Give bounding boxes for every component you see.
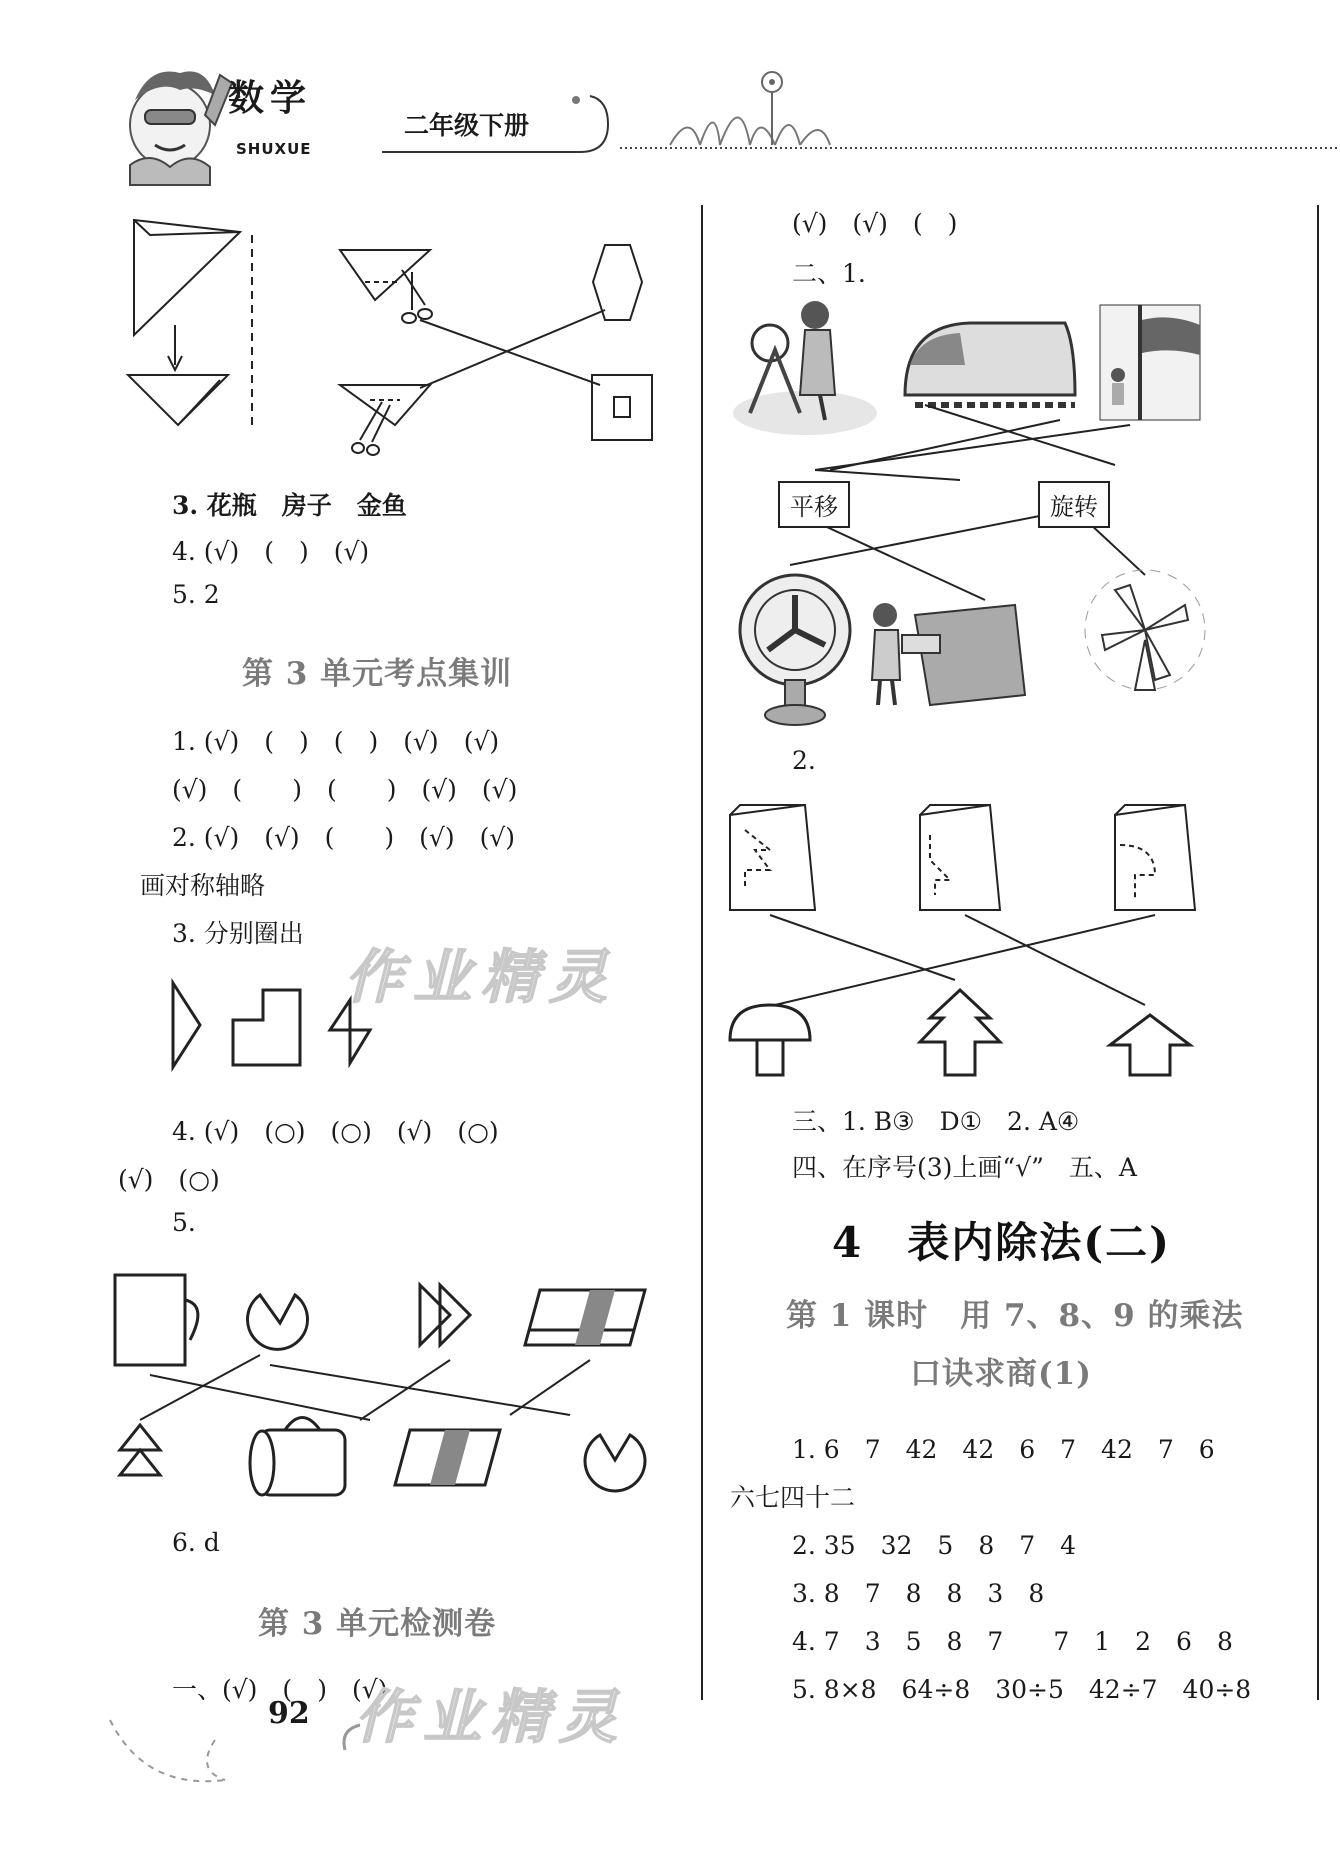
flag-raising-icon [1100, 305, 1200, 420]
answer-section2-q2: 2. [792, 746, 816, 775]
lesson-title-line2: 口诀求商(1) [910, 1356, 1092, 1392]
answer-s1-q5: 5. [172, 1208, 196, 1237]
answer-top-line: (√) (√) ( ) [792, 209, 958, 238]
lesson-title-line1: 第 1 课时 用 7、8、9 的乘法 [786, 1298, 1244, 1334]
answer-s1-q1-line1: 1. (√) ( ) ( ) (√) (√) [172, 727, 500, 756]
answer-section2-q1: 二、1. [792, 259, 866, 288]
answer-lesson-q1-rhyme: 六七四十二 [730, 1483, 856, 1512]
watermark: 作业精灵 [355, 1683, 628, 1751]
fan-icon [740, 575, 850, 725]
answer-lesson-q1: 1. 6 7 42 42 6 7 42 7 6 [792, 1435, 1215, 1464]
folded-card [730, 805, 815, 910]
tree-shape [920, 990, 1000, 1075]
answer-s2-q1: 一、(√) ( ) (√) [172, 1675, 388, 1704]
answer-q3: 3. 花瓶 房子 金鱼 [172, 491, 407, 520]
section-title-unit3-test: 第 3 单元检测卷 [258, 1606, 497, 1642]
answer-lesson-q5: 5. 8×8 64÷8 30÷5 42÷7 40÷8 [792, 1675, 1252, 1704]
answer-lesson-q2: 2. 35 32 5 8 7 4 [792, 1531, 1077, 1560]
answer-s1-q1-line2: (√) ( ) ( ) (√) (√) [172, 775, 518, 804]
windmill-icon [1085, 570, 1205, 690]
answer-section3: 三、1. B③ D① 2. A④ [792, 1107, 1080, 1136]
person-wheel-icon [733, 301, 877, 435]
page-number: 92 [268, 1696, 310, 1731]
arrow-shape [1110, 1015, 1190, 1075]
label-box-rotation: 旋转 [1038, 481, 1110, 528]
girl-drawer-icon [872, 603, 1025, 705]
footer-decoration [105, 1680, 365, 1800]
watermark: 作业精灵 [345, 943, 618, 1011]
answer-s1-q3: 3. 分别圈出 [172, 919, 304, 948]
answer-section4-5: 四、在序号(3)上画“√” 五、A [792, 1153, 1137, 1182]
label-box-translation: 平移 [778, 481, 850, 528]
mushroom-shape [730, 1005, 810, 1075]
answer-s1-q2-line1: 2. (√) (√) ( ) (√) (√) [172, 823, 516, 852]
answer-q4: 4. (√) ( ) (√) [172, 537, 370, 566]
matching-objects-diagram [110, 1265, 670, 1505]
scissors-icon [402, 270, 432, 323]
section-title-unit3-practice: 第 3 单元考点集训 [242, 656, 513, 692]
train-icon [905, 323, 1075, 405]
answer-s1-q6: 6. d [172, 1528, 220, 1557]
folded-card [920, 805, 1000, 910]
fold-cut-diagram [120, 210, 680, 460]
folded-paper-matching-diagram [725, 790, 1205, 1080]
answer-lesson-q4: 4. 7 3 5 8 7 7 1 2 6 8 [792, 1627, 1233, 1656]
folded-card [1115, 805, 1195, 910]
answer-s1-q4-line2: (√) (○) [118, 1165, 220, 1194]
subject-subtitle: SHUXUE [236, 140, 312, 158]
answer-s1-q2-line2: 画对称轴略 [140, 871, 266, 900]
answer-s1-q4-line1: 4. (√) (○) (○) (√) (○) [172, 1117, 499, 1146]
answer-lesson-q3: 3. 8 7 8 8 3 8 [792, 1579, 1045, 1608]
subject-title: 数学 [228, 78, 313, 119]
answer-q5: 5. 2 [172, 580, 220, 609]
grade-label: 二年级下册 [404, 111, 530, 140]
chapter-title: 4 表内除法(二) [832, 1218, 1171, 1267]
